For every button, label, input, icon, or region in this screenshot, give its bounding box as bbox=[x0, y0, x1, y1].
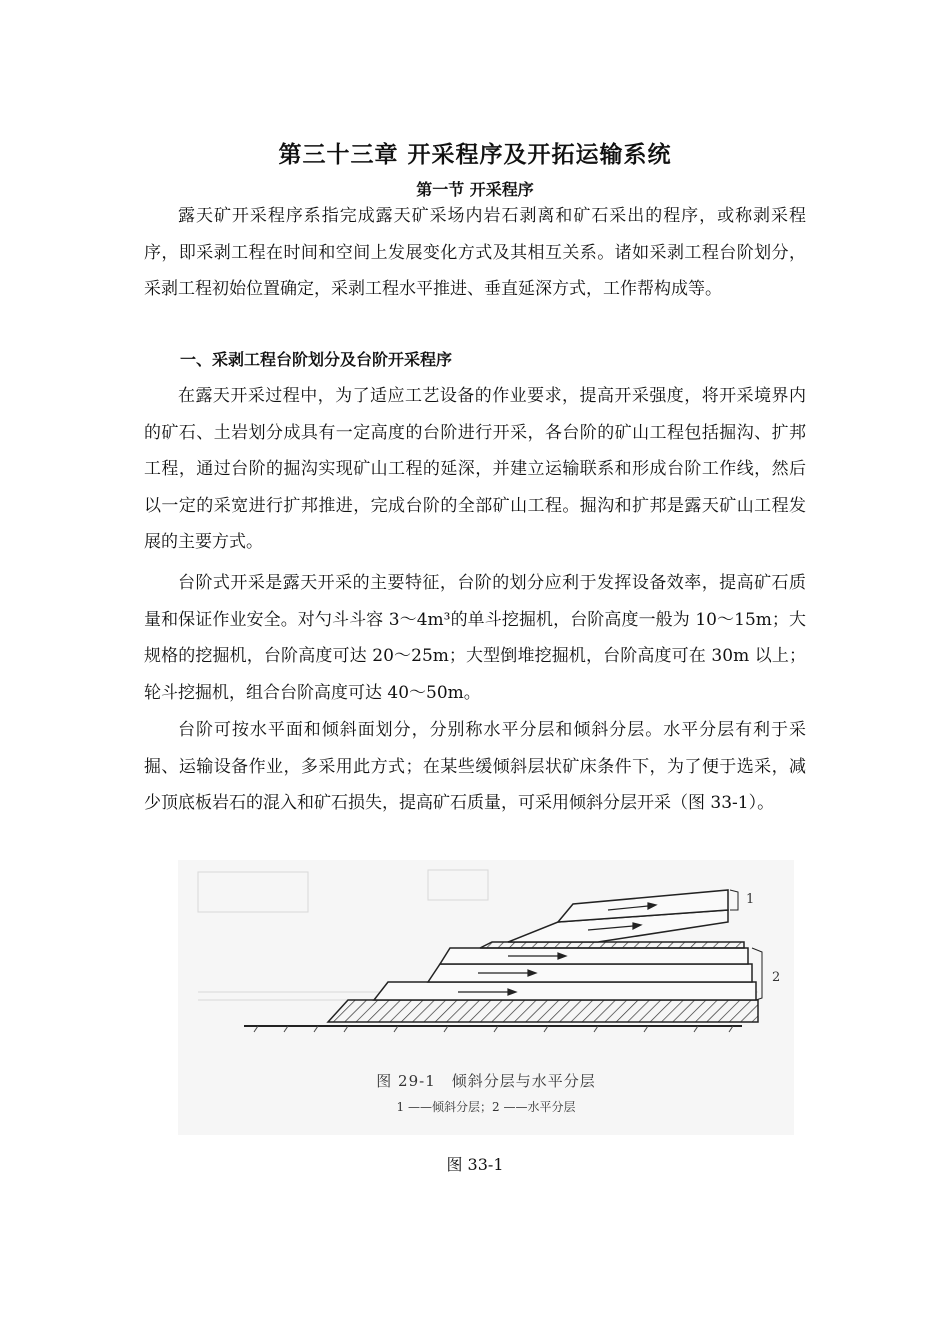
figure-inner-caption: 图 29-1 倾斜分层与水平分层 bbox=[376, 1072, 596, 1090]
figure-caption: 图 33-1 bbox=[446, 1155, 504, 1174]
horizontal-bench-1 bbox=[374, 982, 756, 1000]
figure-inner-legend: 1 ——倾斜分层；2 ——水平分层 bbox=[396, 1100, 576, 1114]
figure-label-2: 2 bbox=[772, 970, 781, 985]
hatched-layer-lower bbox=[328, 1000, 758, 1022]
section-title: 第一节 开采程序 bbox=[416, 180, 534, 199]
chapter-title: 第三十三章 开采程序及开拓运输系统 bbox=[278, 142, 672, 168]
figure-label-1: 1 bbox=[746, 892, 755, 907]
figure-image bbox=[178, 860, 794, 1135]
bracket-1 bbox=[730, 890, 738, 910]
paragraph-1: 露天矿开采程序系指完成露天矿采场内岩石剥离和矿石采出的程序，或称剥采程序，即采剥工程在时间和空间上发展变化方式及其相互关系。诸如采剥工程台阶划分，采剥工程初始位置确定，采剥工程水平推进、垂直延深方式，工作帮构成等。 bbox=[144, 206, 806, 300]
horizontal-bench-3 bbox=[440, 948, 748, 964]
bench-diagram bbox=[178, 860, 794, 1135]
paragraph-3: 台阶式开采是露天开采的主要特征，台阶的划分应利于发挥设备效率，提高矿石质量和保证作业安全。对勺斗斗容 3～4m³的单斗挖掘机，台阶高度一般为 10～15m；大规格的挖掘机，台阶高度可达 20～25m；大型倒堆挖掘机，台阶高度可在 30m 以上；轮斗挖掘机，组合台阶高度可达 40～50m。 bbox=[144, 573, 806, 703]
subheading: 一、采剥工程台阶划分及台阶开采程序 bbox=[180, 350, 453, 369]
hatched-layer-upper bbox=[480, 942, 744, 948]
paragraph-2: 在露天开采过程中，为了适应工艺设备的作业要求，提高开采强度，将开采境界内的矿石、土岩划分成具有一定高度的台阶进行开采，各台阶的矿山工程包括掘沟、扩邦工程，通过台阶的掘沟实现矿山工程的延深，并建立运输联系和形成台阶工作线，然后以一定的采宽进行扩邦推进，完成台阶的全部矿山工程。掘沟和扩邦是露天矿山工程发展的主要方式。 bbox=[144, 386, 806, 553]
horizontal-bench-2 bbox=[428, 964, 752, 982]
paragraph-4: 台阶可按水平面和倾斜面划分，分别称水平分层和倾斜分层。水平分层有利于采掘、运输设备作业，多采用此方式；在某些缓倾斜层状矿床条件下，为了便于选采，减少顶底板岩石的混入和矿石损失，提高矿石质量，可采用倾斜分层开采（图 33-1）。 bbox=[144, 720, 806, 814]
